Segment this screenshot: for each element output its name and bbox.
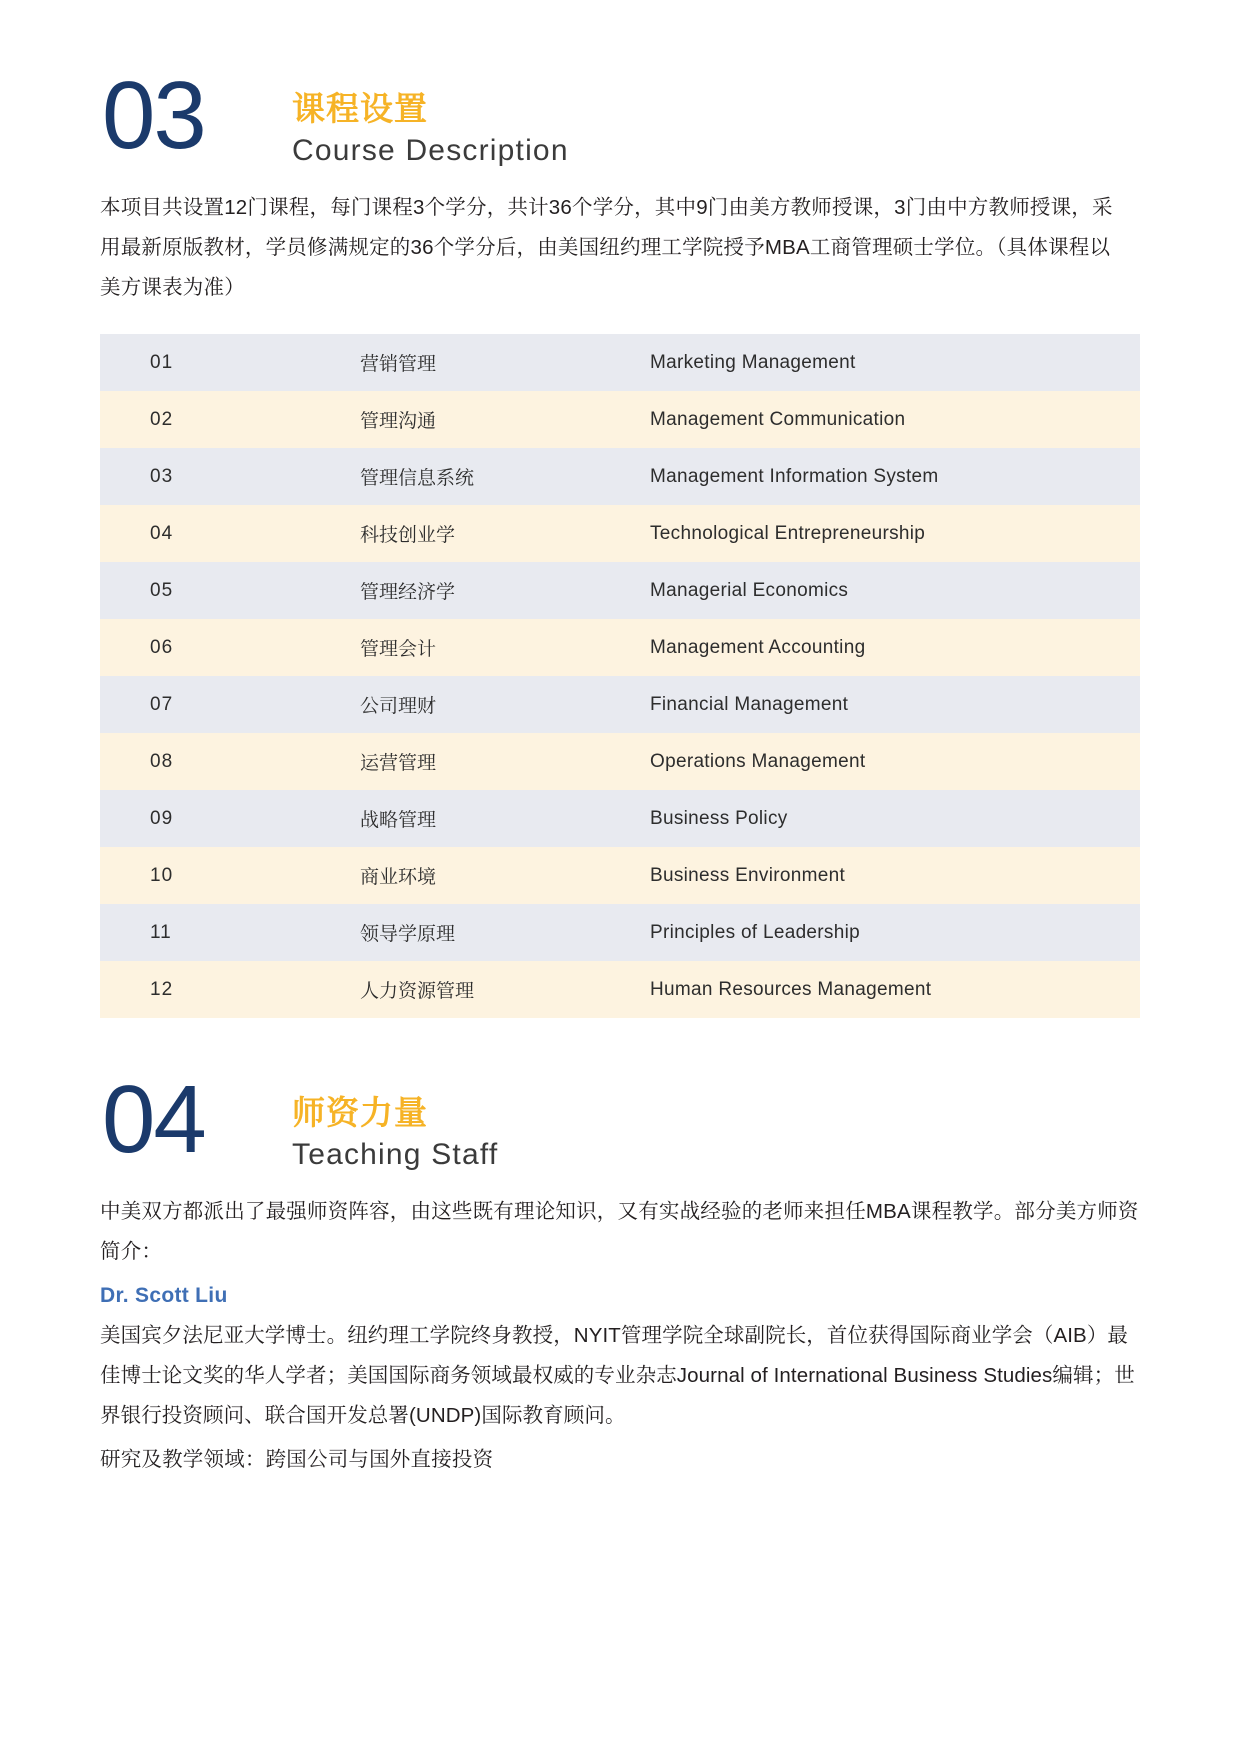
section-number-03: 03 [102,62,205,169]
course-name-cn: 公司理财 [360,696,437,718]
course-list-table [100,334,1140,1018]
course-number: 12 [150,978,174,1000]
table-row [100,733,1140,790]
course-number: 10 [150,864,174,886]
course-name-cn: 战略管理 [360,810,437,832]
section-number-04: 04 [102,1066,205,1174]
course-number: 09 [150,807,174,829]
section-header-course-description [100,62,1140,170]
course-name-en: Management Communication [650,408,906,430]
section-teaching-staff [100,1066,1140,1480]
table-row [100,334,1140,391]
course-name-cn: 人力资源管理 [360,981,475,1003]
table-row [100,562,1140,619]
table-row [100,448,1140,505]
course-name-cn: 管理信息系统 [360,468,475,490]
table-row [100,847,1140,904]
section-header-teaching-staff [100,1066,1140,1174]
instructor-name: Dr. Scott Liu [100,1284,228,1308]
course-name-cn: 营销管理 [360,354,437,376]
course-name-en: Financial Management [650,693,849,715]
course-number: 03 [150,465,174,487]
course-list-body [100,334,1140,1018]
course-name-en: Technological Entrepreneurship [650,522,926,544]
instructor-research-areas: 研究及教学领域：跨国公司与国外直接投资 [100,1448,494,1472]
course-name-cn: 领导学原理 [360,924,456,946]
course-name-cn: 管理会计 [360,639,437,661]
course-description-intro: 本项目共设置12门课程，每门课程3个学分，共计36个学分，其中9门由美方教师授课，3门由中方教师授课，采用最新原版教材，学员修满规定的36个学分后，由美国纽约理工学院授予MBA工商管理硕士学位。（具体课程以美方课表为准） [100,196,1113,300]
section-title-group [292,70,569,170]
course-number: 04 [150,522,174,544]
table-row [100,619,1140,676]
course-number: 11 [150,921,172,943]
section-title-group [292,1074,498,1174]
course-name-en: Principles of Leadership [650,921,860,943]
section-title-en: Teaching Staff [292,1138,499,1172]
course-number: 08 [150,750,174,772]
course-number: 06 [150,636,174,658]
course-name-en: Business Policy [650,807,788,829]
teaching-staff-intro: 中美双方都派出了最强师资阵容，由这些既有理论知识，又有实战经验的老师来担任MBA课程教学。部分美方师资简介： [100,1200,1139,1264]
course-number: 05 [150,579,174,601]
course-name-cn: 管理经济学 [360,582,456,604]
instructor-bio: 美国宾夕法尼亚大学博士。纽约理工学院终身教授，NYIT管理学院全球副院长，首位获得国际商业学会（AIB）最佳博士论文奖的华人学者；美国国际商务领域最权威的专业杂志Journal of International Business Studies编辑；世界银行投资顾问、联合国开发总署(UNDP)国际教育顾问。 [100,1324,1135,1428]
course-name-en: Human Resources Management [650,978,932,1000]
section-title-en: Course Description [292,134,569,168]
table-row [100,961,1140,1018]
table-row [100,391,1140,448]
course-name-cn: 科技创业学 [360,525,456,547]
course-number: 07 [150,693,174,715]
course-number: 02 [150,408,174,430]
course-name-cn: 管理沟通 [360,411,437,433]
course-name-en: Management Information System [650,465,939,487]
section-title-cn: 师资力量 [292,1094,428,1132]
table-row [100,904,1140,961]
course-name-en: Marketing Management [650,351,856,373]
course-number: 01 [150,351,174,373]
course-name-en: Operations Management [650,750,866,772]
table-row [100,790,1140,847]
course-name-en: Managerial Economics [650,579,849,601]
course-name-en: Management Accounting [650,636,866,658]
section-title-cn: 课程设置 [292,90,428,127]
course-name-cn: 商业环境 [360,867,437,889]
course-name-cn: 运营管理 [360,753,437,775]
course-name-en: Business Environment [650,864,846,886]
table-row [100,505,1140,562]
table-row [100,676,1140,733]
